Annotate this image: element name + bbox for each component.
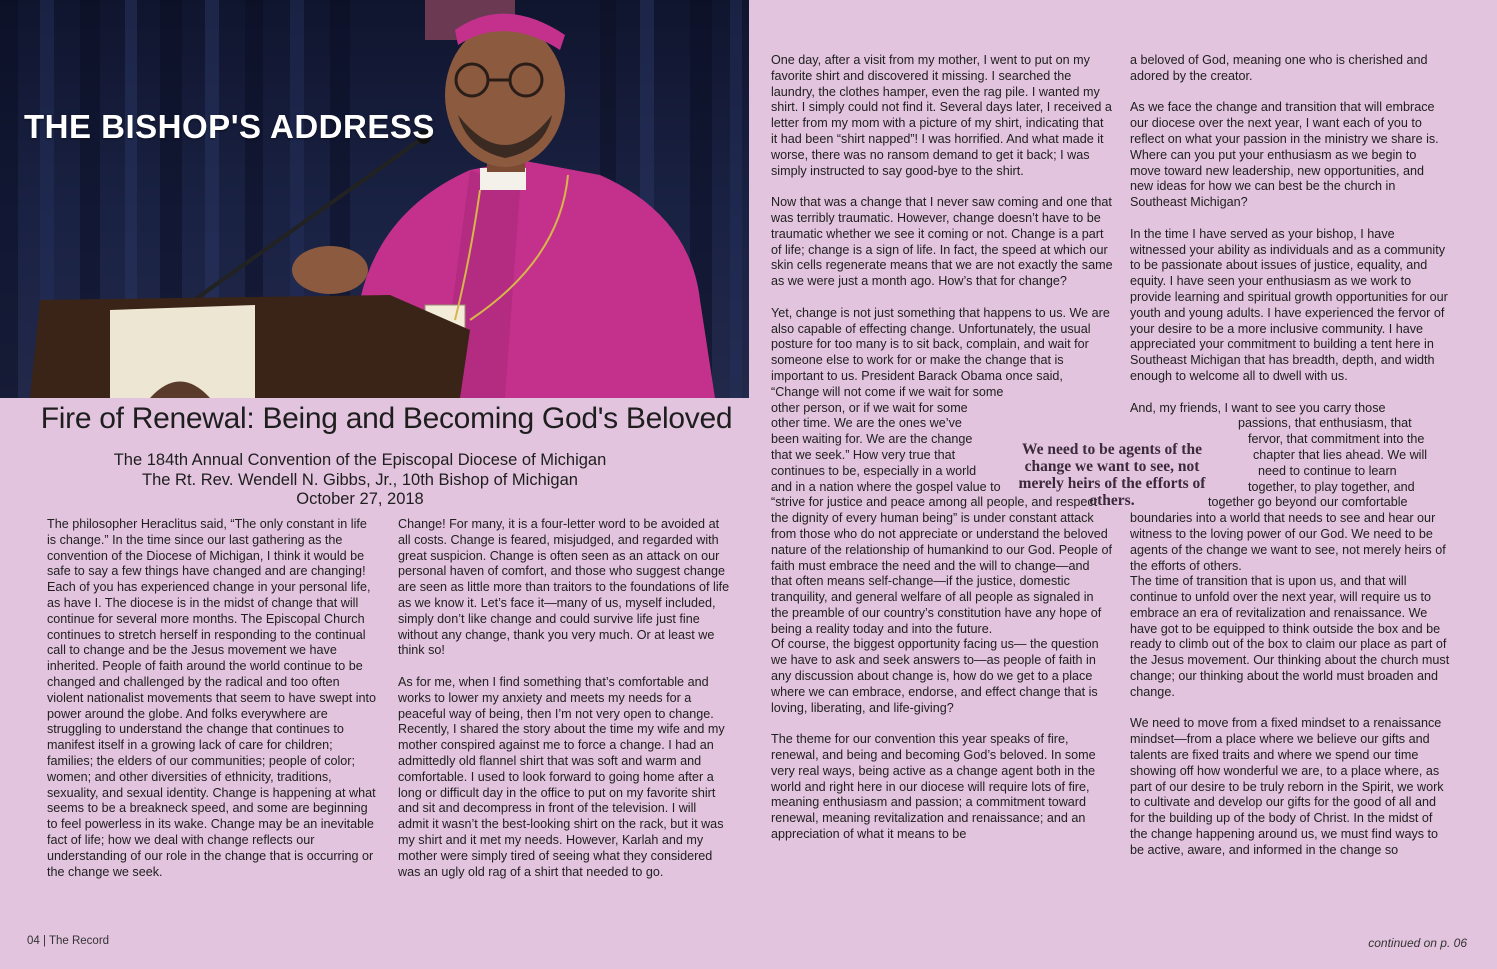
wrap-line: other person, or if we wait for some: [771, 400, 968, 415]
body-column-1: [47, 517, 377, 880]
paragraph: Now that was a change that I never saw coming and one that was terribly traumatic. However, change doesn’t have to be traumatic whether we see it coming or not. Change is a part of life; change is a sign of life. In fact, the speed at which our skin cells regenerate means that we are not exactly the same as we were just a month ago. How’s that for change?: [771, 195, 1113, 289]
wrap-line: that we seek.” How very true that: [771, 447, 956, 462]
bishop-photo-illustration: [0, 0, 749, 398]
paragraph: The philosopher Heraclitus said, “The only constant in life is change.” In the time since our last gathering as the convention of the Diocese of Michigan, I think it would be safe to say a few things have changed and are changing! Each of you has experienced change in your personal life, as have I. The diocese is in the midst of change that will continue for several more months. The Episcopal Church continues to stretch herself in responding to the continual call to change and be the Jesus movement we have inherited. People of faith around the world continue to be changed and challenged by the radical and too often violent nationalist movements that seem to have swept into power around the globe. And folks everywhere are struggling to understand the change that continues to manifest itself in a growing lack of care for children; families; the elders of our communities; people of color; women; and other diversities of ethnicity, traditions, sexuality, and sexual identity. Change is happening at what seems to be a breakneck speed, and some are beginning to feel powerless in its wake. Change may be an inevitable fact of life; how we deal with change reflects our understanding of our role in the change that is occurring or the change we seek.: [47, 517, 377, 879]
paragraph-lead: And, my friends, I want to see you carry those: [1130, 400, 1386, 415]
continued-note: continued on p. 06: [1368, 936, 1467, 950]
wrap-line: other time. We are the ones we’ve: [771, 416, 962, 431]
body-column-2: [398, 517, 730, 880]
wrap-line: fervor, that commitment into the: [1248, 432, 1425, 447]
paragraph: [1130, 401, 1450, 575]
article-headline: Fire of Renewal: Being and Becoming God's Beloved: [40, 402, 733, 435]
section-kicker: THE BISHOP'S ADDRESS: [24, 108, 435, 145]
paragraph: Change! For many, it is a four-letter word to be avoided at all costs. Change is feared, misjudged, and regarded with great suspicion. Change is often seen as an attack on our personal haven of comfort, and those who suggest change are seen as little more than traitors to the foundations of life as we know it. Let’s face it—many of us, myself included, simply don’t like change and could survive life just fine without any change, thank you very much. Or at least we think so!: [398, 517, 730, 658]
paragraph: The theme for our convention this year speaks of fire, renewal, and being and becoming God’s beloved. In some very real ways, being active as a change agent both in the world and right here in our diocese will require lots of fire, meaning enthusiasm and passion; a commitment toward renewal, meaning revitalization and renaissance; and an appreciation of what it means to be: [771, 732, 1096, 842]
wrap-line: together, to play together, and: [1248, 479, 1415, 494]
paragraph: One day, after a visit from my mother, I went to put on my favorite shirt and discovered it missing. I searched the laundry, the clothes hamper, even the rag pile. I wanted my shirt. I simply could not find it. Several days later, I received a letter from my mom with a picture of my shirt, indicating that it had been “shirt napped”! I was horrified. And what made it worse, there was no ransom demand to get it back; I was simply instructed to say good-bye to the shirt.: [771, 53, 1112, 178]
paragraph-continued: boundaries into a world that needs to see and hear our witness to the loving power of our God. We need to be agents of the change we want to see, not merely heirs of the efforts of others.: [1130, 511, 1446, 573]
wrap-line: and in a nation where the gospel value to: [771, 479, 1001, 494]
paragraph: Of course, the biggest opportunity facing us— the question we have to ask and seek answers to—as people of faith in any discussion about change is, how do we get to a place where we can embrace, endorse, and effect change that is loving, liberating, and life-giving?: [771, 637, 1099, 715]
article-subhead: [0, 451, 720, 510]
wrap-line: passions, that enthusiasm, that: [1238, 416, 1412, 431]
wrap-line: chapter that lies ahead. We will: [1253, 447, 1428, 462]
paragraph: a beloved of God, meaning one who is cherished and adored by the creator.: [1130, 53, 1428, 83]
subhead-author: The Rt. Rev. Wendell N. Gibbs, Jr., 10th Bishop of Michigan: [142, 470, 578, 489]
wrap-line: together go beyond our comfortable: [1208, 495, 1408, 510]
paragraph: We need to move from a fixed mindset to a renaissance mindset—from a place where we believe our gifts and talents are fixed traits and where we spend our time showing off how wonderful we are, to a place where, as part of our desire to be truly reborn in the Spirit, we work to cultivate and develop our gifts for the good of all and for the building up of the body of Christ. In the midst of the change happening around us, we must find ways to be active, aware, and informed in the change so: [1130, 716, 1444, 857]
subhead-convention: The 184th Annual Convention of the Episcopal Diocese of Michigan: [113, 451, 607, 469]
paragraph: As for me, when I find something that’s comfortable and works to lower my anxiety and meets my needs for a peaceful way of being, then I’m not very open to change. Recently, I shared the story about the time my wife and my mother conspired against me to force a change. I had an admittedly old flannel shirt that was soft and warm and comfortable. I used to look forward to going home after a long or difficult day in the office to put on my favorite shirt and sit and decompress in front of the television. I will admit it wasn’t the best-looking shirt on the rack, but it was my shirt and it met my needs. However, Karlah and my mother were simply tired of seeing what they considered was an ugly old rag of a shirt that needed to go.: [398, 674, 725, 879]
pull-quote: We need to be agents of the change we want to see, not merely heirs of the efforts of others.: [1018, 441, 1206, 509]
wrap-line: need to continue to learn: [1258, 463, 1397, 478]
paragraph-continued: “strive for justice and peace among all people, and respect the dignity of every human being” is under constant attack from those who do not appreciate or understand the beloved nature of the relationship of humankind to our God. People of faith must embrace the need and the will to change—and that often means self-change—if the justice, domestic tranquility, and general welfare of all people as signaled in the preamble of our country’s constitution have any hope of being a reality today and into the future.: [771, 495, 1112, 636]
paragraph-lead: Yet, change is not just something that happens to us. We are also capable of effecting change. Unfortunately, the usual posture for too many is to sit back, complain, and wait for someone else to work for or make the change that is important to us. President Barack Obama once said, “Change will not come if we wait for some: [771, 305, 1110, 399]
subhead-date: October 27, 2018: [296, 490, 424, 508]
paragraph: As we face the change and transition that will embrace our diocese over the next year, I want each of you to reflect on what your passion in the ministry we share is. Where can you put your enthusiasm as we begin to move toward new leadership, new opportunities, and new ideas for how we can best be the church in Southeast Michigan?: [1130, 100, 1439, 210]
wrap-line: been waiting for. We are the change: [771, 432, 973, 447]
paragraph: In the time I have served as your bishop, I have witnessed your ability as individuals and as a community to be passionate about issues of justice, equality, and equity. I have seen your enthusiasm as we work to provide learning and spiritual growth opportunities for our youth and young adults. I have experienced the fervor of your desire to be a more inclusive community. I have appreciated your commitment to building a tent here in Southeast Michigan that has breadth, depth, and width enough to welcome all to dwell with us.: [1130, 226, 1448, 383]
paragraph: The time of transition that is upon us, and that will continue to unfold over the next year, will require us to embrace an era of revitalization and renaissance. We have got to be equipped to think outside the box and be ready to climb out of the box to claim our place as part of the Jesus movement. Our thinking about the church must change; our thinking about the world must broaden and change.: [1130, 574, 1450, 699]
bishop-photo: [0, 0, 749, 398]
page-folio: 04 | The Record: [27, 935, 110, 947]
body-column-4: [1130, 53, 1450, 859]
wrap-line: continues to be, especially in a world: [771, 463, 977, 478]
